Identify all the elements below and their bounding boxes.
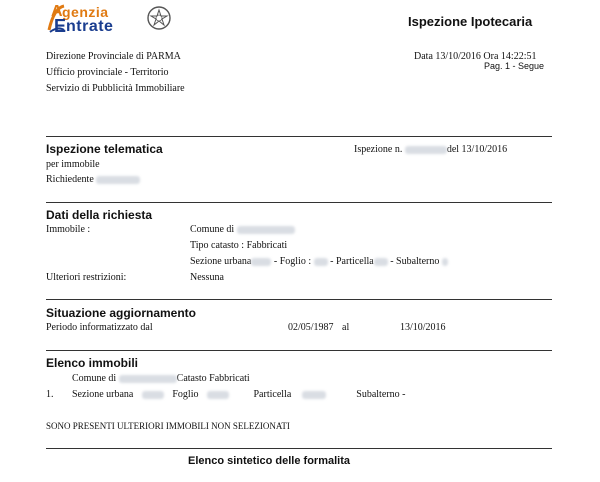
date-time: Data 13/10/2016 Ora 14:22:51 (414, 51, 537, 62)
italian-emblem-icon (146, 4, 172, 32)
elenco-comune-row (72, 373, 250, 384)
office-line-1: Direzione Provinciale di PARMA (46, 51, 181, 62)
periodo-label: Periodo informatizzato dal (46, 322, 153, 333)
page-indicator: Pag. 1 - Segue (484, 61, 545, 71)
divider-2 (46, 202, 552, 203)
row-subalterno-label: Subalterno (356, 389, 400, 400)
elenco-heading: Elenco immobili (46, 356, 139, 370)
redacted-richiedente (96, 176, 140, 184)
periodo-al-label: al (342, 322, 350, 333)
particella-label: - Particella (330, 256, 374, 267)
comune-row (190, 224, 295, 235)
logo-initial-e: E (54, 16, 67, 36)
richiedente-row (46, 174, 140, 185)
row-number: 1. (46, 389, 54, 400)
foglio-label: - Foglio : (273, 256, 312, 267)
ispezione-heading: Ispezione telematica (46, 142, 163, 156)
redacted-subalterno (442, 258, 448, 266)
row-foglio-label: Foglio (172, 389, 199, 400)
agenzia-entrate-logo (46, 4, 176, 36)
comune-label: Comune di (190, 224, 235, 235)
immobile-label: Immobile : (46, 224, 91, 235)
redacted-particella (374, 258, 388, 266)
logo-entrate-text: ntrate (66, 18, 114, 35)
tipo-catasto: Tipo catasto : Fabbricati (190, 240, 288, 251)
logo-agenzia-text: genzia (62, 4, 109, 20)
situazione-heading: Situazione aggiornamento (46, 306, 197, 320)
divider-5 (46, 448, 552, 449)
office-line-2: Ufficio provinciale - Territorio (46, 67, 169, 78)
divider-3 (46, 299, 552, 300)
subalterno-label: - Subalterno (390, 256, 440, 267)
document-title: Ispezione Ipotecaria (408, 14, 533, 29)
divider-1 (46, 136, 552, 137)
redacted-elenco-comune (119, 375, 177, 383)
restrizioni-label: Ulteriori restrizioni: (46, 272, 127, 283)
redacted-row-particella (302, 391, 326, 399)
richiedente-label: Richiedente (46, 174, 94, 185)
sezione-row (190, 256, 448, 267)
ispezione-n-label: Ispezione n. (354, 144, 403, 155)
redacted-row-sezione (142, 391, 164, 399)
office-line-3: Servizio di Pubblicità Immobiliare (46, 83, 185, 94)
redacted-row-foglio (207, 391, 229, 399)
richiesta-heading: Dati della richiesta (46, 208, 153, 222)
immobile-row-1 (46, 389, 405, 400)
redacted-ispezione-number (405, 146, 447, 154)
row-particella-label: Particella (253, 389, 292, 400)
sezione-label: Sezione urbana (190, 256, 252, 267)
ispezione-number (354, 144, 507, 155)
redacted-foglio (314, 258, 328, 266)
logo-initial-a: A (51, 3, 64, 20)
elenco-catasto: Catasto Fabbricati (176, 373, 250, 384)
redacted-sezione (251, 258, 271, 266)
periodo-dal: 02/05/1987 (288, 322, 334, 333)
ulteriori-immobili-note: SONO PRESENTI ULTERIORI IMMOBILI NON SELEZIONATI (46, 421, 290, 431)
ispezione-date: del 13/10/2016 (446, 144, 508, 155)
redacted-comune (237, 226, 295, 234)
divider-4 (46, 350, 552, 351)
restrizioni-value: Nessuna (190, 272, 224, 283)
sintetico-heading: Elenco sintetico delle formalita (188, 455, 350, 467)
per-immobile: per immobile (46, 159, 100, 170)
periodo-al: 13/10/2016 (400, 322, 446, 333)
elenco-comune-label: Comune di (72, 373, 117, 384)
row-subalterno-value: - (402, 389, 406, 400)
row-sezione-label: Sezione urbana (72, 389, 134, 400)
